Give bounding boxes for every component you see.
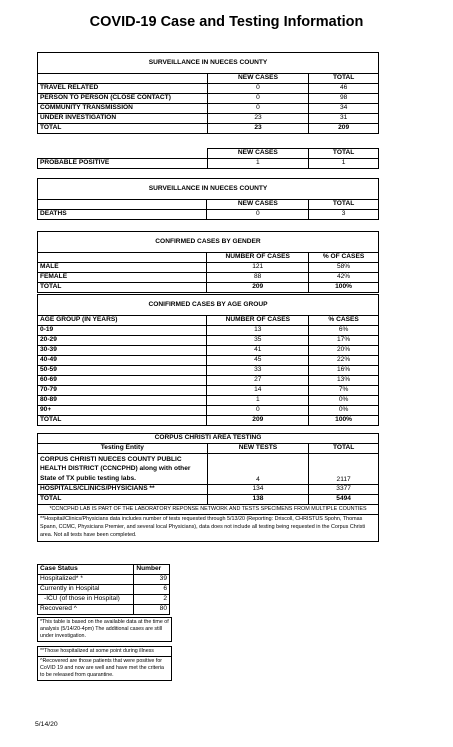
row-percent: 6% (309, 326, 379, 336)
row-number: 6 (134, 585, 170, 595)
row-label: TOTAL (38, 495, 208, 505)
row-number: 27 (207, 376, 309, 386)
row-label: 20-29 (38, 336, 207, 346)
row-new: 23 (207, 114, 309, 124)
row-label: CORPUS CHRISTI NUECES COUNTY PUBLIC HEALTH DISTRICT (CCNCPHD) along with other State of TX public testing labs. (38, 454, 208, 485)
blank-cell (38, 200, 207, 210)
col-percent-cases: % CASES (309, 316, 379, 326)
row-number: 209 (207, 283, 309, 293)
row-label: 90+ (38, 406, 207, 416)
col-number-of-cases: NUMBER OF CASES (207, 253, 309, 263)
surveillance-heading: SURVEILLANCE IN NUECES COUNTY (38, 179, 379, 200)
row-percent: 13% (309, 376, 379, 386)
surveillance-table (37, 52, 379, 134)
row-percent: 42% (309, 273, 379, 283)
row-number: 39 (134, 575, 170, 585)
gender-table (37, 231, 379, 293)
status-note: **Those hospitalized at some point during illness (37, 646, 172, 657)
row-label: 0-19 (38, 326, 207, 336)
row-total: 2117 (309, 454, 379, 485)
row-label: COMMUNITY TRANSMISSION (38, 104, 208, 114)
row-percent: 16% (309, 366, 379, 376)
row-total: 98 (309, 94, 379, 104)
col-percent-of-cases: % OF CASES (309, 253, 379, 263)
row-total: 3377 (309, 485, 379, 495)
col-number: Number (134, 565, 170, 575)
col-total: TOTAL (309, 149, 379, 159)
row-number: 33 (207, 366, 309, 376)
row-percent: 58% (309, 263, 379, 273)
row-label: DEATHS (38, 210, 207, 220)
row-number: 0 (207, 406, 309, 416)
row-new: 0 (207, 104, 309, 114)
row-new: 1 (207, 159, 309, 169)
row-new: 23 (207, 124, 309, 134)
row-number: 1 (207, 396, 309, 406)
row-number: 41 (207, 346, 309, 356)
row-percent: 20% (309, 346, 379, 356)
row-label: 70-79 (38, 386, 207, 396)
row-label: TOTAL (38, 283, 207, 293)
row-label: -ICU (of those in Hospital) (38, 595, 134, 605)
row-percent: 0% (309, 396, 379, 406)
row-label: FEMALE (38, 273, 207, 283)
row-percent: 100% (309, 283, 379, 293)
row-number: 13 (207, 326, 309, 336)
row-total: 46 (309, 84, 379, 94)
col-total: TOTAL (309, 74, 379, 84)
col-total: TOTAL (309, 200, 379, 210)
row-new: 4 (207, 454, 309, 485)
row-label: 60-69 (38, 376, 207, 386)
col-new-cases: NEW CASES (207, 200, 309, 210)
blank-cell (38, 74, 208, 84)
row-percent: 0% (309, 406, 379, 416)
testing-heading: CORPUS CHRISTI AREA TESTING (38, 434, 379, 444)
row-label: 50-59 (38, 366, 207, 376)
col-testing-entity: Testing Entity (38, 444, 208, 454)
row-total: 1 (309, 159, 379, 169)
page-title: COVID-19 Case and Testing Information (89, 14, 364, 30)
case-status-table (37, 564, 170, 615)
row-number: 14 (207, 386, 309, 396)
row-new: 0 (207, 94, 309, 104)
deaths-table (37, 178, 379, 220)
testing-footnote: *CCNCPHD LAB IS PART OF THE LABORATORY REPONSE NETWORK AND TESTS SPECIMENS FROM MULTIPLE COUNTIES (38, 505, 379, 515)
col-new-cases: NEW CASES (207, 74, 309, 84)
row-percent: 22% (309, 356, 379, 366)
blank-cell (38, 253, 207, 263)
row-label: TOTAL (38, 124, 208, 134)
row-label: 80-89 (38, 396, 207, 406)
row-number: 45 (207, 356, 309, 366)
row-number: 209 (207, 416, 309, 426)
testing-table (37, 433, 379, 542)
row-label: HOSPITALS/CLINICS/PHYSICIANS ** (38, 485, 208, 495)
col-number-of-cases: NUMBER OF CASES (207, 316, 309, 326)
row-percent: 17% (309, 336, 379, 346)
row-number: 35 (207, 336, 309, 346)
row-label: PERSON TO PERSON (CLOSE CONTACT) (38, 94, 208, 104)
age-table (37, 294, 379, 426)
row-number: 2 (134, 595, 170, 605)
col-new-tests: NEW TESTS (207, 444, 309, 454)
status-note: ^Recovered are those patients that were positive for CoVID 19 and now are well and have met the criteria to be released from quarantine. (37, 656, 172, 681)
row-number: 80 (134, 605, 170, 615)
row-percent: 100% (309, 416, 379, 426)
row-new: 0 (207, 84, 309, 94)
col-case-status: Case Status (38, 565, 134, 575)
row-total: 3 (309, 210, 379, 220)
gender-heading: CONFIRMED CASES BY GENDER (38, 232, 379, 253)
probable-table (37, 148, 379, 169)
report-date: 5/14/20 (35, 721, 58, 728)
row-label: UNDER INVESTIGATION (38, 114, 208, 124)
row-label: TOTAL (38, 416, 207, 426)
row-total: 34 (309, 104, 379, 114)
col-total: TOTAL (309, 444, 379, 454)
row-percent: 7% (309, 386, 379, 396)
row-label: Hospitalized* * (38, 575, 134, 585)
row-new: 138 (207, 495, 309, 505)
row-label: Currently in Hospital (38, 585, 134, 595)
row-label: TRAVEL RELATED (38, 84, 208, 94)
surveillance-heading: SURVEILLANCE IN NUECES COUNTY (38, 53, 379, 74)
testing-footnote: **Hospital/Clinics/Physicians data includes number of tests requested through 5/13/20 (Reporting: Driscoll, CHRISTUS Spohn, Thomas Spann, CCMC, Physicians Premier, and several local Physicians), data does not include all testing being requested in the Corpus Christi area. Not all tests have been completed. (38, 515, 379, 541)
row-label: MALE (38, 263, 207, 273)
col-new-cases: NEW CASES (207, 149, 309, 159)
row-label: 30-39 (38, 346, 207, 356)
row-total: 5494 (309, 495, 379, 505)
row-total: 31 (309, 114, 379, 124)
age-heading: CONIFIRMED CASES BY AGE GROUP (38, 295, 379, 316)
row-total: 209 (309, 124, 379, 134)
row-number: 121 (207, 263, 309, 273)
row-label: 40-49 (38, 356, 207, 366)
row-label: PROBABLE POSITIVE (38, 159, 208, 169)
blank-cell (38, 149, 208, 159)
row-new: 134 (207, 485, 309, 495)
row-new: 0 (207, 210, 309, 220)
col-age-group: AGE GROUP (IN YEARS) (38, 316, 207, 326)
row-number: 88 (207, 273, 309, 283)
row-label: Recovered ^ (38, 605, 134, 615)
status-note: *This table is based on the available data at the time of analysis (5/14/20-4pm) The additional cases are still under investigation. (37, 617, 172, 642)
